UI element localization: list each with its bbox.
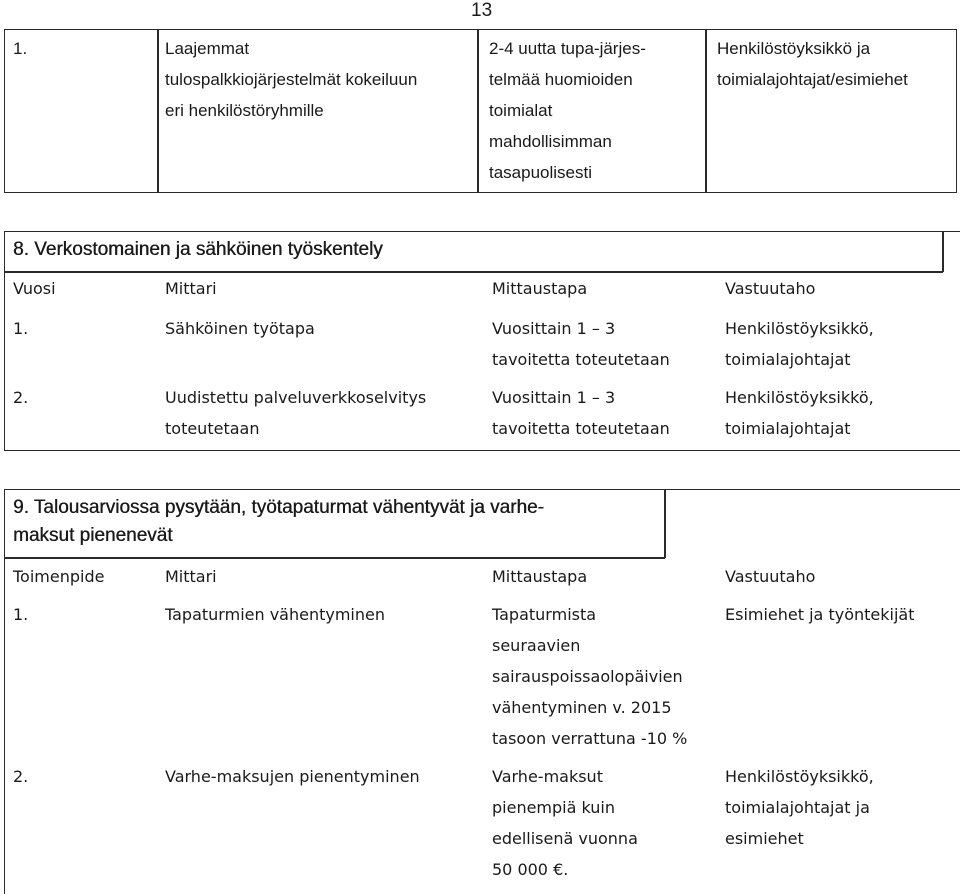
section8-header-mittaustapa: Mittaustapa <box>492 279 588 298</box>
section9-row2-mittaustapa-line-1: Varhe-maksut <box>492 767 603 786</box>
top-table-col2-line-1: Laajemmat <box>165 39 250 58</box>
top-table-col2-line-2: tulospalkkiojärjestelmät kokeiluun <box>165 70 418 89</box>
section8-row2-mittari-line-2: toteutetaan <box>165 419 260 438</box>
section8-header-vuosi: Vuosi <box>13 279 56 298</box>
section9-row2-mittaustapa-line-2: pienempiä kuin <box>492 798 616 817</box>
section9-title-line-2: maksut pienenevät <box>13 525 173 546</box>
section9-row1-mittaustapa-line-4: vähentyminen v. 2015 <box>492 698 672 717</box>
section9-title-line-1: 9. Talousarviossa pysytään, työtapaturmat vähentyvät ja varhe- <box>13 497 544 518</box>
top-table-col3-line-2: telmää huomioiden <box>489 70 633 89</box>
section8-row2-vastuutaho-line-2: toimialajohtajat <box>725 419 851 438</box>
section9-row1-mittaustapa-line-1: Tapaturmista <box>492 605 597 624</box>
top-table-col3-line-1: 2-4 uutta tupa-järjes- <box>489 39 646 58</box>
page-number: 13 <box>471 0 493 21</box>
section9-row1-mittaustapa-line-5: tasoon verrattuna -10 % <box>492 729 688 748</box>
section8-row1-mittari: Sähköinen työtapa <box>165 319 315 338</box>
section9-row1-vastuutaho: Esimiehet ja työntekijät <box>725 605 915 624</box>
top-table-divider-3 <box>705 29 707 193</box>
section9-row2-vastuutaho-line-3: esimiehet <box>725 829 804 848</box>
section8-row1-vastuutaho-line-1: Henkilöstöyksikkö, <box>725 319 874 338</box>
section8-row2-vastuutaho-line-1: Henkilöstöyksikkö, <box>725 388 874 407</box>
section8-row1-vastuutaho-line-2: toimialajohtajat <box>725 350 851 369</box>
section9-row2-vastuutaho-line-2: toimialajohtajat ja <box>725 798 870 817</box>
section9-row1-mittari: Tapaturmien vähentyminen <box>165 605 385 624</box>
section9-title-rule <box>4 557 665 559</box>
section9-header-toimenpide: Toimenpide <box>13 567 105 586</box>
top-table-number: 1. <box>13 39 28 58</box>
top-table-divider-2 <box>477 29 479 193</box>
section8-row2-number: 2. <box>13 388 29 407</box>
section9-row1-number: 1. <box>13 605 29 624</box>
top-table-col4-line-2: toimialajohtajat/esimiehet <box>717 70 908 89</box>
section8-header-mittari: Mittari <box>165 279 217 298</box>
section9-row2-mittaustapa-line-3: edellisenä vuonna <box>492 829 638 848</box>
section9-title-right-border <box>664 489 666 558</box>
section8-row2-mittaustapa-line-1: Vuosittain 1 – 3 <box>492 388 616 407</box>
section9-row2-number: 2. <box>13 767 29 786</box>
section9-row1-mittaustapa-line-3: sairauspoissaolopäivien <box>492 667 683 686</box>
section8-right-border <box>942 231 944 272</box>
section9-row2-mittaustapa-line-4: 50 000 €. <box>492 860 569 879</box>
section9-header-vastuutaho: Vastuutaho <box>725 567 816 586</box>
section8-row2-mittaustapa-line-2: tavoitetta toteutetaan <box>492 419 670 438</box>
top-table-col3-line-5: tasapuolisesti <box>489 163 593 182</box>
section9-header-mittaustapa: Mittaustapa <box>492 567 588 586</box>
section9-row2-mittari: Varhe-maksujen pienentyminen <box>165 767 420 786</box>
section8-header-vastuutaho: Vastuutaho <box>725 279 816 298</box>
section8-row1-number: 1. <box>13 319 29 338</box>
section9-row1-mittaustapa-line-2: seuraavien <box>492 636 581 655</box>
section9-header-mittari: Mittari <box>165 567 217 586</box>
section9-row2-vastuutaho-line-1: Henkilöstöyksikkö, <box>725 767 874 786</box>
section8-row1-mittaustapa-line-2: tavoitetta toteutetaan <box>492 350 670 369</box>
section8-title: 8. Verkostomainen ja sähköinen työskentely <box>13 239 383 260</box>
top-table-col3-line-4: mahdollisimman <box>489 132 612 151</box>
top-table-col2-line-3: eri henkilöstöryhmille <box>165 101 324 120</box>
top-table-col3-line-3: toimialat <box>489 101 553 120</box>
section8-row1-mittaustapa-line-1: Vuosittain 1 – 3 <box>492 319 616 338</box>
section8-row2-mittari-line-1: Uudistettu palveluverkkoselvitys <box>165 388 427 407</box>
top-table-col4-line-1: Henkilöstöyksikkö ja <box>717 39 871 58</box>
top-table-divider-1 <box>157 29 159 193</box>
